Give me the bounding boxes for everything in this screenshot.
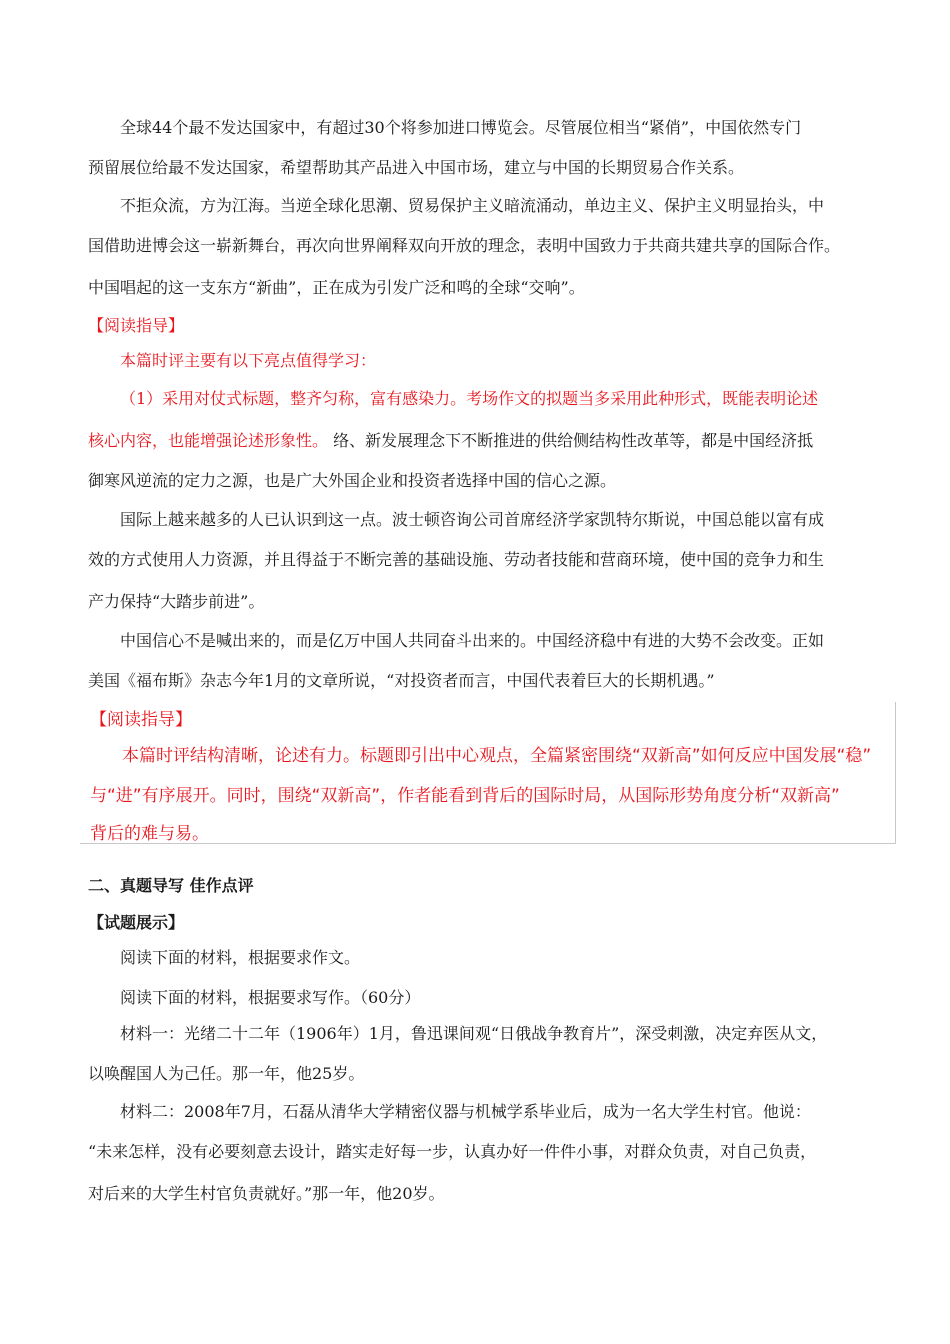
reading-guide-text: 本篇时评结构清晰，论述有力。标题即引出中心观点，全篇紧密围绕“双新高”如何反应中国发展“稳” — [122, 746, 872, 766]
paragraph-line: 材料二：2008年7月，石磊从清华大学精密仪器与机械学系毕业后，成为一名大学生村官。他说： — [120, 1102, 811, 1121]
section-heading: 二、真题导写 佳作点评 — [88, 876, 254, 895]
paragraph-line: 对后来的大学生村官负责就好。”那一年，他20岁。 — [88, 1184, 445, 1203]
reading-guide-text: 背后的难与易。 — [90, 824, 209, 844]
paragraph-fragment: 络、新发展理念下不断推进的供给侧结构性改革等，都是中国经济抵 — [328, 431, 814, 450]
paragraph-line: 不拒众流，方为江海。当逆全球化思潮、贸易保护主义暗流涌动，单边主义、保护主义明显抬头，中 — [120, 196, 825, 215]
reading-guide-point-cont: 核心内容，也能增强论述形象性。 — [88, 431, 329, 450]
paragraph-line: 材料一：光绪二十二年（1906年）1月，鲁迅课间观“日俄战争教育片”，深受刺激，决定弃医从文， — [120, 1024, 828, 1043]
paragraph-line: 国际上越来越多的人已认识到这一点。波士顿咨询公司首席经济学家凯特尔斯说，中国总能以富有成 — [120, 510, 825, 529]
paragraph-line: 阅读下面的材料，根据要求作文。 — [120, 948, 361, 967]
reading-guide-intro: 本篇时评主要有以下亮点值得学习： — [120, 351, 377, 370]
paragraph-line: 御寒风逆流的定力之源，也是广大外国企业和投资者选择中国的信心之源。 — [88, 471, 617, 490]
mixed-line — [88, 431, 813, 451]
paragraph-line: 效的方式使用人力资源，并且得益于不断完善的基础设施、劳动者技能和营商环境，使中国的竞争力和生 — [88, 550, 825, 569]
paragraph-line: 国借助进博会这一崭新舞台，再次向世界阐释双向开放的理念，表明中国致力于共商共建共享的国际合作。 — [88, 236, 841, 255]
paragraph-line: 阅读下面的材料，根据要求写作。（60分） — [120, 988, 421, 1007]
reading-guide-box — [80, 702, 896, 844]
reading-guide-point: （1）采用对仗式标题，整齐匀称，富有感染力。考场作文的拟题当多采用此种形式，既能表明论述 — [120, 389, 819, 408]
reading-guide-text: 与“进”有序展开。同时，围绕“双新高”，作者能看到背后的国际时局，从国际形势角度分析“双新高” — [90, 786, 840, 806]
paragraph-line: 中国信心不是喊出来的，而是亿万中国人共同奋斗出来的。中国经济稳中有进的大势不会改变。正如 — [120, 631, 825, 650]
paragraph-line: 预留展位给最不发达国家，希望帮助其产品进入中国市场，建立与中国的长期贸易合作关系。 — [88, 158, 745, 177]
reading-guide-title: 【阅读指导】 — [90, 710, 192, 730]
paragraph-line: “未来怎样，没有必要刻意去设计，踏实走好每一步，认真办好一件件小事，对群众负责，对自己负责， — [88, 1142, 817, 1161]
reading-guide-title: 【阅读指导】 — [88, 316, 185, 335]
paragraph-line: 产力保持“大踏步前进”。 — [88, 592, 265, 611]
paragraph-line: 中国唱起的这一支东方“新曲”，正在成为引发广泛和鸣的全球“交响”。 — [88, 278, 585, 297]
paragraph-line: 美国《福布斯》杂志今年1月的文章所说，“对投资者而言，中国代表着巨大的长期机遇。” — [88, 671, 715, 690]
paragraph-line: 全球44个最不发达国家中，有超过30个将参加进口博览会。尽管展位相当“紧俏”，中国依然专门 — [120, 118, 802, 137]
section-label: 【试题展示】 — [88, 913, 185, 932]
paragraph-line: 以唤醒国人为己任。那一年，他25岁。 — [88, 1064, 365, 1083]
